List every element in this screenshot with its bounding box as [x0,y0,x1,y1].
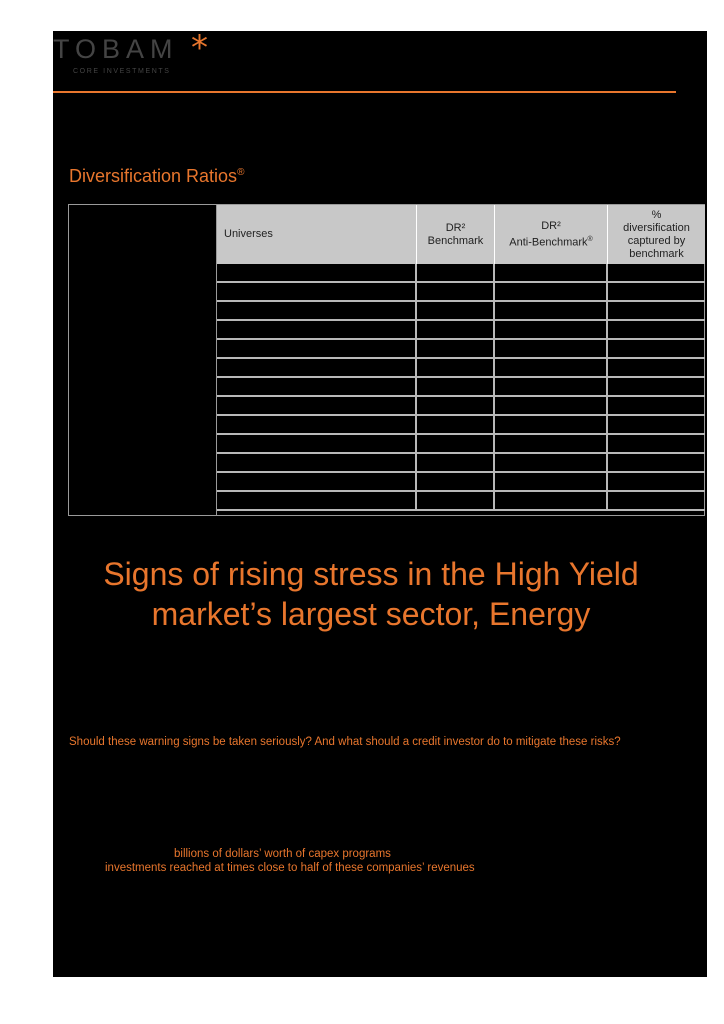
header-pct-line2: diversification [623,221,690,234]
table-cell [217,473,417,490]
table-cell [217,283,417,300]
table-row [217,283,705,302]
header-dr-benchmark-line2: Benchmark [427,234,484,247]
table-cell [608,359,705,376]
table-row [217,473,705,492]
header-anti-mark: ® [587,235,593,243]
table-cell [495,492,608,509]
registered-mark: ® [237,167,245,178]
table-body [217,264,705,511]
table-cell [495,264,608,281]
logo-star-icon: * [191,28,208,68]
logo-wordmark: TOBAM [53,34,179,64]
table-cell [217,359,417,376]
table-cell [495,283,608,300]
table-cell [217,302,417,319]
document-page [53,28,707,977]
table-cell [217,416,417,433]
table-cell [495,397,608,414]
table-cell [608,264,705,281]
table-cell [217,264,417,281]
table-cell [495,435,608,452]
table-cell [417,359,495,376]
table-cell [417,283,495,300]
intro-question: Should these warning signs be taken seriously? And what should a credit investor do to mitigate these risks? [69,736,621,748]
header-dr-anti-line1: DR² [541,219,561,232]
table-cell [417,302,495,319]
table-cell [417,321,495,338]
table-row [217,264,705,283]
table-row [217,416,705,435]
article-headline [53,554,689,634]
table-row [217,302,705,321]
logo-tagline: CORE INVESTMENTS [73,68,171,75]
table-cell [608,492,705,509]
table-left-column [69,205,217,515]
table-row [217,359,705,378]
table-cell [417,454,495,471]
table-cell [608,340,705,357]
table-cell [417,378,495,395]
header-divider [53,91,676,93]
table-row [217,435,705,454]
table-cell [217,378,417,395]
body-fragment-capex: billions of dollars’ worth of capex programs [174,848,391,860]
table-row [217,454,705,473]
header-pct-line3: captured by [627,234,686,247]
header-dr-benchmark-line1: DR² [445,221,466,234]
header-universes: Universes [217,205,417,264]
header-dr-anti-benchmark [495,205,608,264]
header-pct-diversification [608,205,705,264]
table-cell [417,264,495,281]
table-cell [608,454,705,471]
table-row [217,378,705,397]
table-cell [217,435,417,452]
table-cell [495,302,608,319]
table-cell [495,473,608,490]
table-cell [417,340,495,357]
section-title-text: Diversification Ratios [69,166,238,186]
table-cell [495,359,608,376]
table-row [217,397,705,416]
table-cell [495,340,608,357]
headline-line2: market’s largest sector, Energy [151,596,591,632]
table-row [217,340,705,359]
table-row [217,321,705,340]
table-cell [217,397,417,414]
table-header [217,205,705,264]
table-cell [417,435,495,452]
header-pct-line1: % [651,208,662,221]
table-cell [608,473,705,490]
table-cell [417,397,495,414]
table-cell [608,435,705,452]
table-cell [217,492,417,509]
body-fragment-revenues: investments reached at times close to half of these companies’ revenues [105,862,475,874]
table-cell [608,378,705,395]
table-cell [495,378,608,395]
table-row [217,492,705,511]
table-cell [417,492,495,509]
table-cell [495,454,608,471]
table-cell [217,321,417,338]
header-dr-anti-line2: Anti-Benchmark [509,236,588,249]
diversification-table [68,204,705,516]
table-cell [608,302,705,319]
table-cell [495,321,608,338]
tobam-logo [53,28,253,82]
header-dr-benchmark [417,205,495,264]
table-cell [217,340,417,357]
header-pct-line4: benchmark [629,247,684,260]
table-cell [608,321,705,338]
table-cell [608,397,705,414]
table-cell [495,416,608,433]
table-cell [217,454,417,471]
table-cell [417,416,495,433]
table-cell [417,473,495,490]
table-cell [608,283,705,300]
table-cell [608,416,705,433]
section-title [69,166,244,187]
headline-line1: Signs of rising stress in the High Yield [103,556,639,592]
